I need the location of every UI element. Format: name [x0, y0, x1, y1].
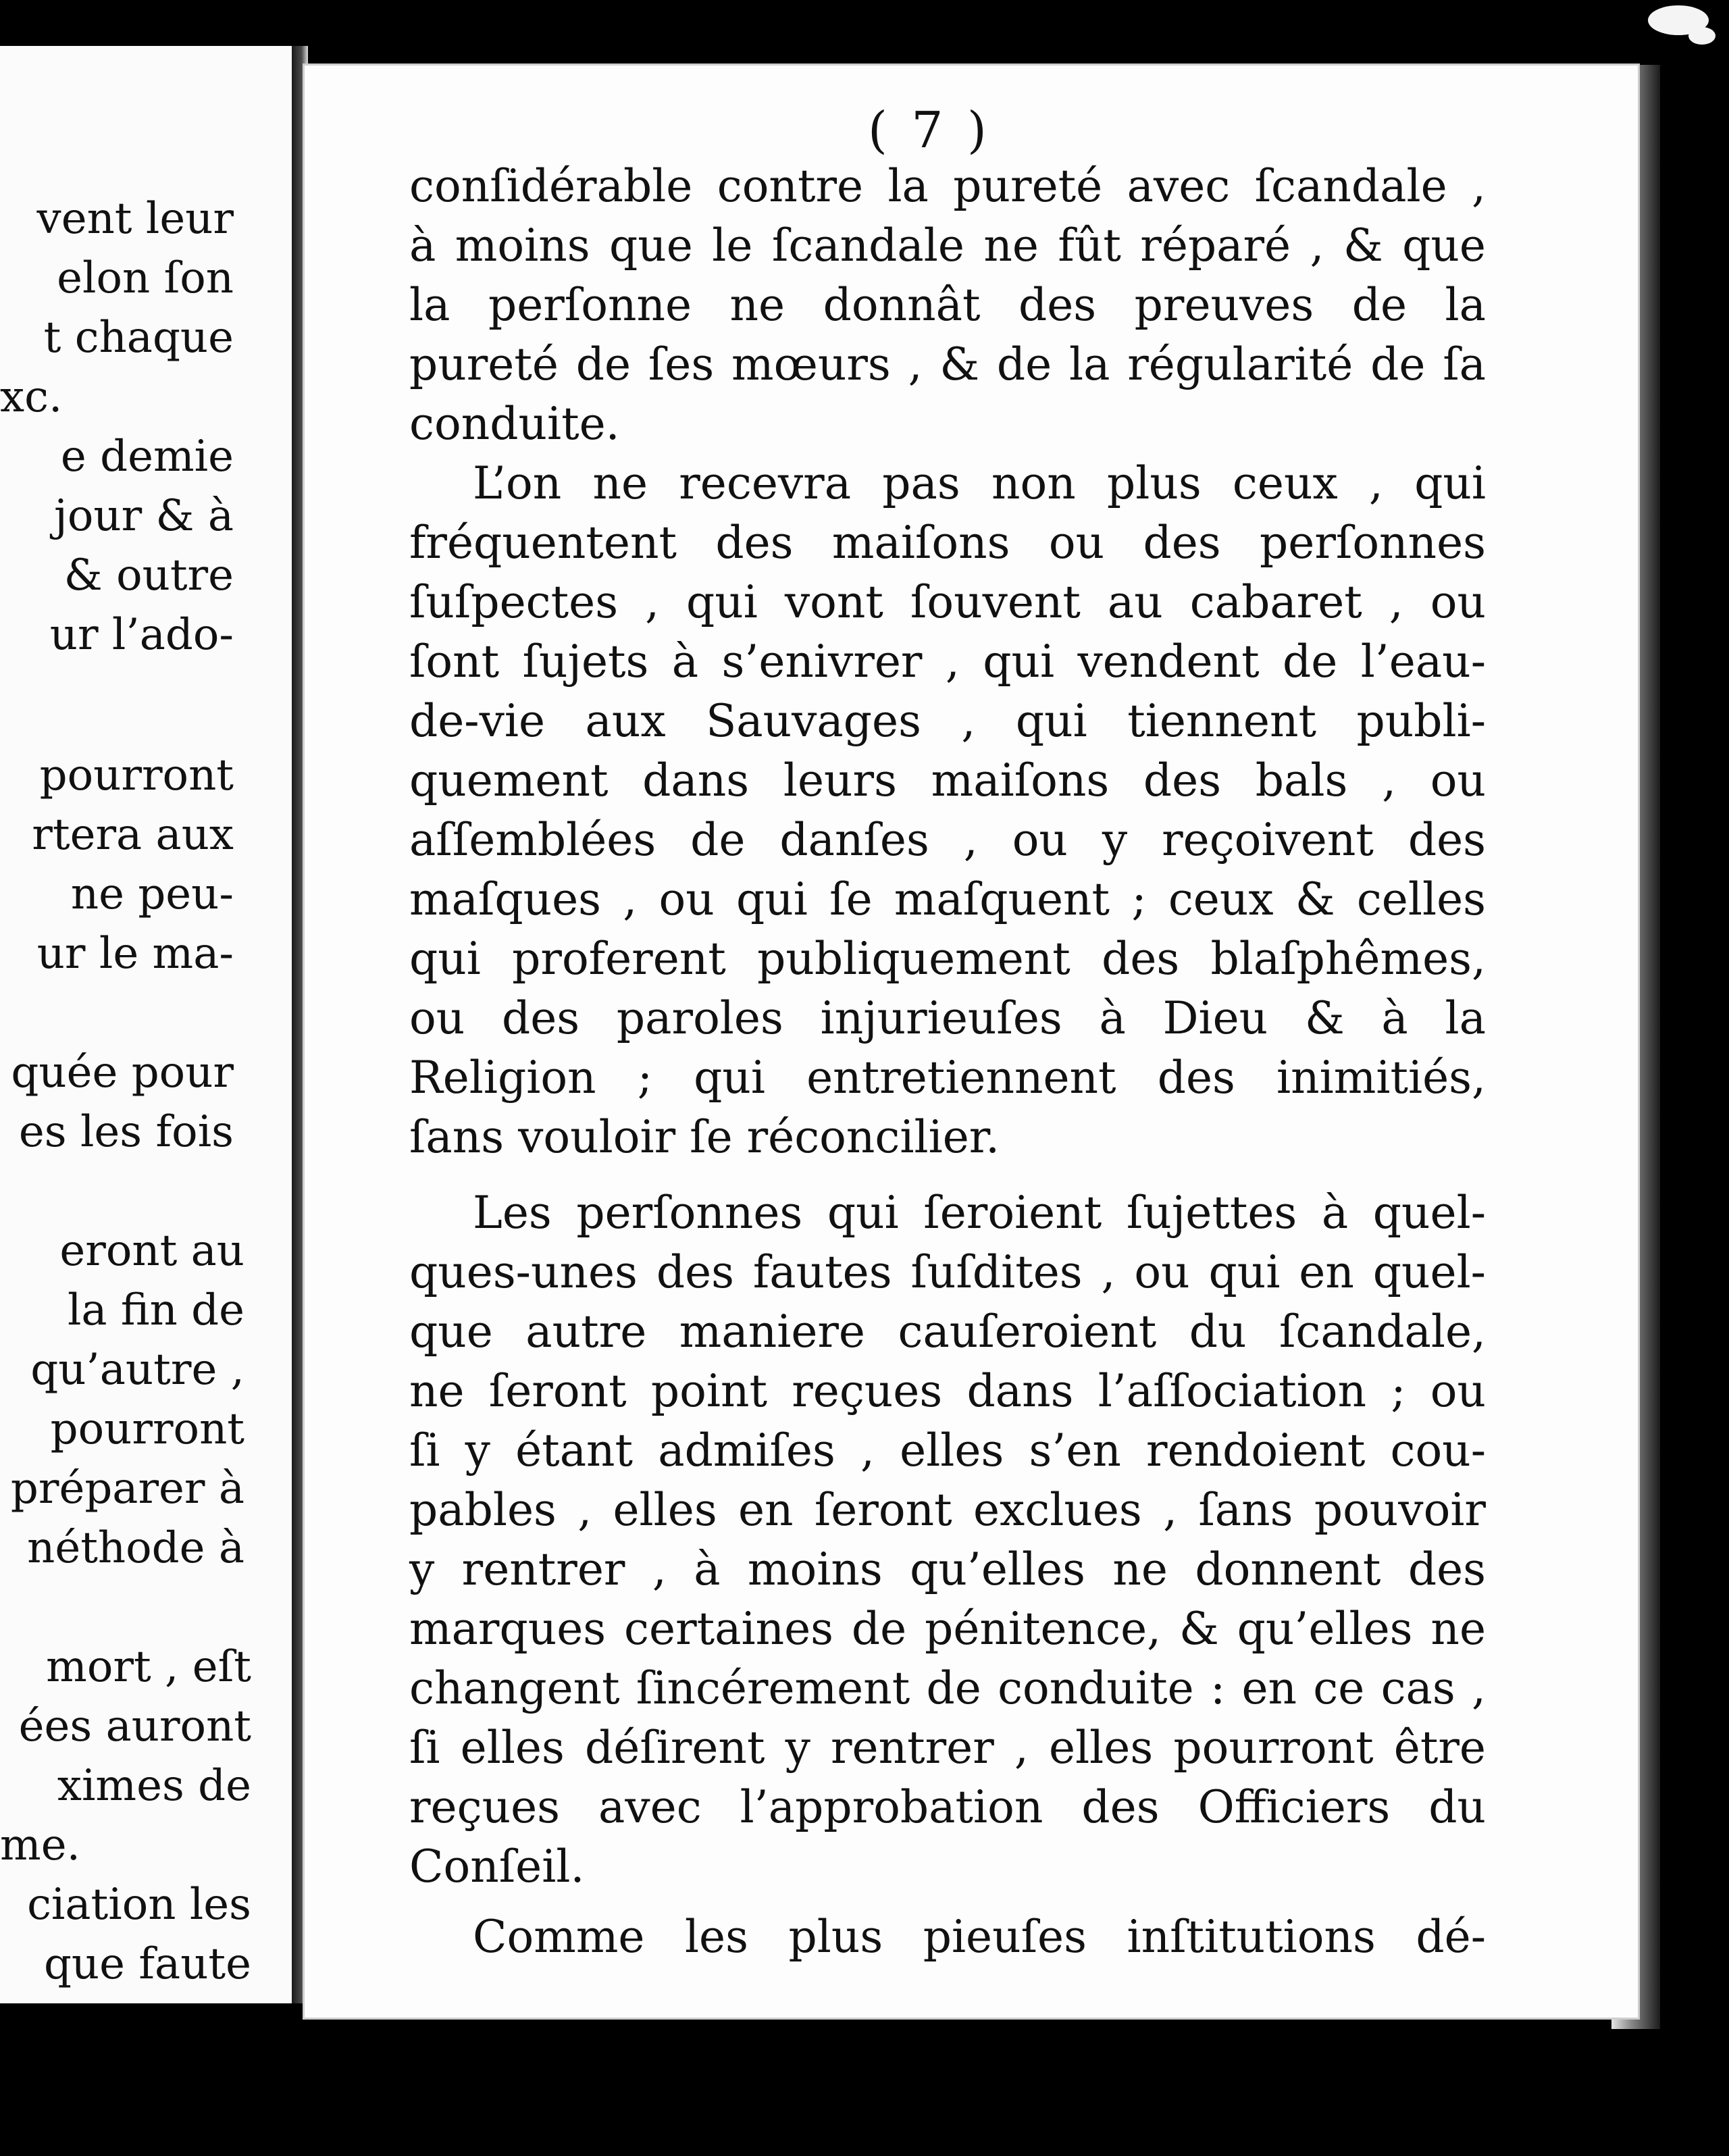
body-line: ne ſeront point reçues dans l’aſſociation ; ou — [409, 1365, 1486, 1417]
left-line: pourront — [50, 1404, 244, 1454]
body-line: de-vie aux Sauvages , qui tiennent publi- — [409, 695, 1486, 747]
body-line: Comme les plus pieuſes inſtitutions dé- — [473, 1911, 1486, 1963]
left-line: quée pour — [11, 1048, 234, 1098]
body-line: ſi elles déſirent y rentrer , elles pourront être — [409, 1722, 1486, 1774]
body-line: que autre maniere cauſeroient du ſcandale, — [409, 1306, 1486, 1358]
body-line: conſidérable contre la pureté avec ſcandale , — [409, 160, 1486, 212]
body-line: à moins que le ſcandale ne fût réparé , & que — [409, 220, 1486, 272]
left-line: rtera aux — [32, 810, 234, 860]
body-line: ſuſpectes , qui vont ſouvent au cabaret , ou — [409, 576, 1486, 628]
body-line: ou des paroles injurieuſes à Dieu & à la — [409, 992, 1486, 1044]
body-line: changent ſincérement de conduite : en ce cas , — [409, 1662, 1486, 1714]
left-line: pourront — [39, 750, 234, 800]
body-line: marques certaines de pénitence, & qu’elles ne — [409, 1603, 1486, 1655]
left-line: xc. — [0, 372, 63, 422]
body-line: pables , elles en ſeront exclues , ſans pouvoir — [409, 1484, 1486, 1536]
left-line: ur l’ado- — [49, 610, 234, 660]
body-line: maſques , ou qui ſe maſquent ; ceux & celles — [409, 873, 1486, 925]
left-page-fragment — [0, 46, 296, 2003]
left-line: jour & à — [54, 491, 234, 541]
body-line: ques-unes des fautes ſuſdites , ou qui en quel- — [409, 1246, 1486, 1298]
left-line: elon ſon — [57, 253, 234, 303]
left-line: ur le ma- — [36, 929, 234, 979]
body-line: reçues avec l’approbation des Officiers du — [409, 1781, 1486, 1833]
left-line: néthode à — [27, 1523, 244, 1573]
body-line: quement dans leurs maiſons des bals , ou — [409, 754, 1486, 806]
left-line: qu’autre , — [30, 1345, 244, 1395]
left-line: me. — [0, 1820, 80, 1870]
page-number: ( 7 ) — [868, 101, 991, 159]
left-line: & outre — [63, 550, 234, 600]
body-line: fréquentent des maiſons ou des perſonnes — [409, 517, 1486, 569]
left-line: ne peu- — [70, 869, 234, 919]
left-line: ées auront — [18, 1701, 251, 1751]
body-line: aſſemblées de danſes , ou y reçoivent des — [409, 814, 1486, 866]
body-line: Religion ; qui entretiennent des inimitiés, — [409, 1052, 1486, 1104]
body-line: L’on ne recevra pas non plus ceux , qui — [473, 457, 1486, 509]
left-line: es les fois — [18, 1107, 234, 1157]
body-line: y rentrer , à moins qu’elles ne donnent des — [409, 1543, 1486, 1595]
left-line: que faute — [43, 1939, 251, 1989]
body-line: ſont ſujets à s’enivrer , qui vendent de l’eau- — [409, 636, 1486, 688]
left-line: eront au — [59, 1226, 244, 1276]
body-line: conduite. — [409, 398, 620, 450]
body-line: Les perſonnes qui ſeroient ſujettes à quel- — [473, 1187, 1486, 1239]
body-line: qui proferent publiquement des blaſphêmes, — [409, 933, 1486, 985]
body-line: ſans vouloir ſe réconcilier. — [409, 1111, 1000, 1163]
body-line: ſi y étant admiſes , elles s’en rendoient cou- — [409, 1424, 1486, 1477]
left-line: mort , eſt — [46, 1642, 251, 1692]
body-line: la perſonne ne donnât des preuves de la — [409, 279, 1486, 331]
left-line: préparer à — [10, 1464, 244, 1514]
left-line: e demie — [60, 432, 234, 482]
scan-speck — [1688, 27, 1715, 45]
left-line: ciation les — [27, 1880, 251, 1930]
left-line: vent leur — [36, 194, 234, 244]
left-line: t chaque — [43, 313, 234, 363]
body-line: Conſeil. — [409, 1841, 585, 1893]
left-line: ximes de — [57, 1761, 251, 1811]
left-line: la fin de — [67, 1285, 244, 1335]
body-line: pureté de ſes mœurs , & de la régularité de ſa — [409, 338, 1486, 390]
